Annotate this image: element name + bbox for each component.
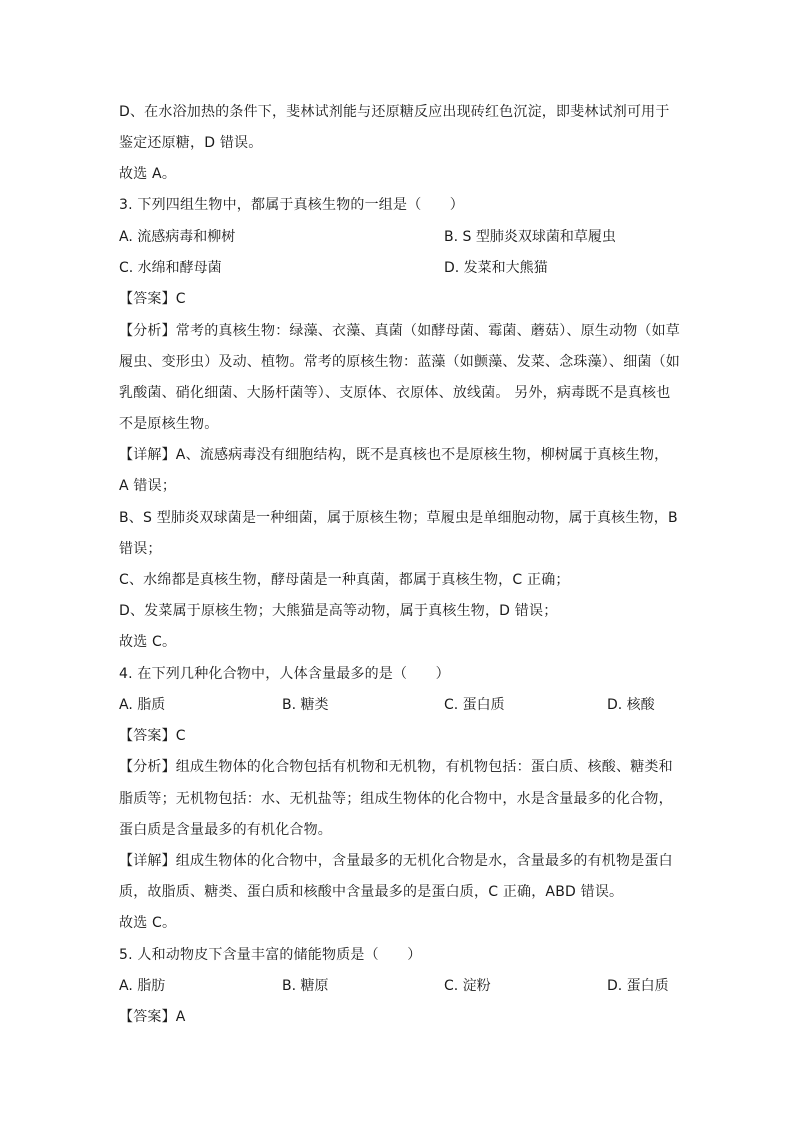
- q4-option-a: A. 脂质: [119, 697, 166, 713]
- q4-analysis-line: 【分析】组成生物体的化合物包括有机物和无机物，有机物包括：蛋白质、核酸、糖类和: [119, 759, 673, 775]
- q4-analysis-line: 蛋白质是含量最多的有机化合物。: [119, 822, 332, 838]
- q4-conclusion: 故选 C。: [119, 915, 177, 931]
- q5-option-c: C. 淀粉: [444, 978, 491, 994]
- question-3-stem: 3. 下列四组生物中，都属于真核生物的一组是（ ）: [119, 197, 465, 213]
- q4-detail-line: 质，故脂质、糖类、蛋白质和核酸中含量最多的是蛋白质，C 正确，ABD 错误。: [119, 884, 624, 900]
- q3-detail-line: A 错误；: [119, 478, 177, 494]
- q3-conclusion: 故选 C。: [119, 634, 177, 650]
- q3-option-a: A. 流感病毒和柳树: [119, 229, 236, 245]
- q3-option-c: C. 水绵和酵母菌: [119, 260, 222, 276]
- q4-option-d: D. 核酸: [607, 697, 655, 713]
- text-line: 故选 A。: [119, 166, 177, 182]
- q3-detail-line: 错误；: [119, 541, 162, 557]
- text-line: 鉴定还原糖，D 错误。: [119, 135, 263, 151]
- q3-detail-line: B、S 型肺炎双球菌是一种细菌，属于原核生物；草履虫是单细胞动物，属于真核生物，B: [119, 510, 678, 526]
- q3-answer: 【答案】C: [119, 291, 186, 307]
- q3-detail-line: D、发菜属于原核生物；大熊猫是高等动物，属于真核生物，D 错误；: [119, 603, 558, 619]
- question-4-stem: 4. 在下列几种化合物中，人体含量最多的是（ ）: [119, 666, 450, 682]
- q4-option-c: C. 蛋白质: [444, 697, 505, 713]
- q4-analysis-line: 脂质等；无机物包括：水、无机盐等；组成生物体的化合物中，水是含量最多的化合物，: [119, 791, 673, 807]
- q3-analysis-line: 乳酸菌、硝化细菌、大肠杆菌等）、支原体、衣原体、放线菌。 另外，病毒既不是真核也: [119, 385, 671, 401]
- q5-option-b: B. 糖原: [282, 978, 329, 994]
- q3-analysis-line: 履虫、变形虫）及动、植物。常考的原核生物：蓝藻（如颤藻、发菜、念珠藻）、细菌（如: [119, 354, 680, 370]
- q5-answer: 【答案】A: [119, 1009, 186, 1025]
- q3-analysis-line: 【分析】常考的真核生物：绿藻、衣藻、真菌（如酵母菌、霉菌、蘑菇）、原生动物（如草: [119, 323, 680, 339]
- q3-option-d: D. 发菜和大熊猫: [444, 260, 548, 276]
- q3-analysis-line: 不是原核生物。: [119, 416, 219, 432]
- question-5-stem: 5. 人和动物皮下含量丰富的储能物质是（ ）: [119, 947, 422, 963]
- q3-detail-line: C、水绵都是真核生物，酵母菌是一种真菌，都属于真核生物，C 正确；: [119, 572, 570, 588]
- q4-answer: 【答案】C: [119, 728, 186, 744]
- q4-detail-line: 【详解】组成生物体的化合物中，含量最多的无机化合物是水，含量最多的有机物是蛋白: [119, 853, 673, 869]
- text-line: D、在水浴加热的条件下，斐林试剂能与还原糖反应出现砖红色沉淀，即斐林试剂可用于: [119, 104, 670, 120]
- q4-option-b: B. 糖类: [282, 697, 329, 713]
- q5-option-a: A. 脂肪: [119, 978, 166, 994]
- q3-detail-line: 【详解】A、流感病毒没有细胞结构，既不是真核也不是原核生物，柳树属于真核生物，: [119, 447, 669, 463]
- q3-option-b: B. S 型肺炎双球菌和草履虫: [444, 229, 616, 245]
- q5-option-d: D. 蛋白质: [607, 978, 669, 994]
